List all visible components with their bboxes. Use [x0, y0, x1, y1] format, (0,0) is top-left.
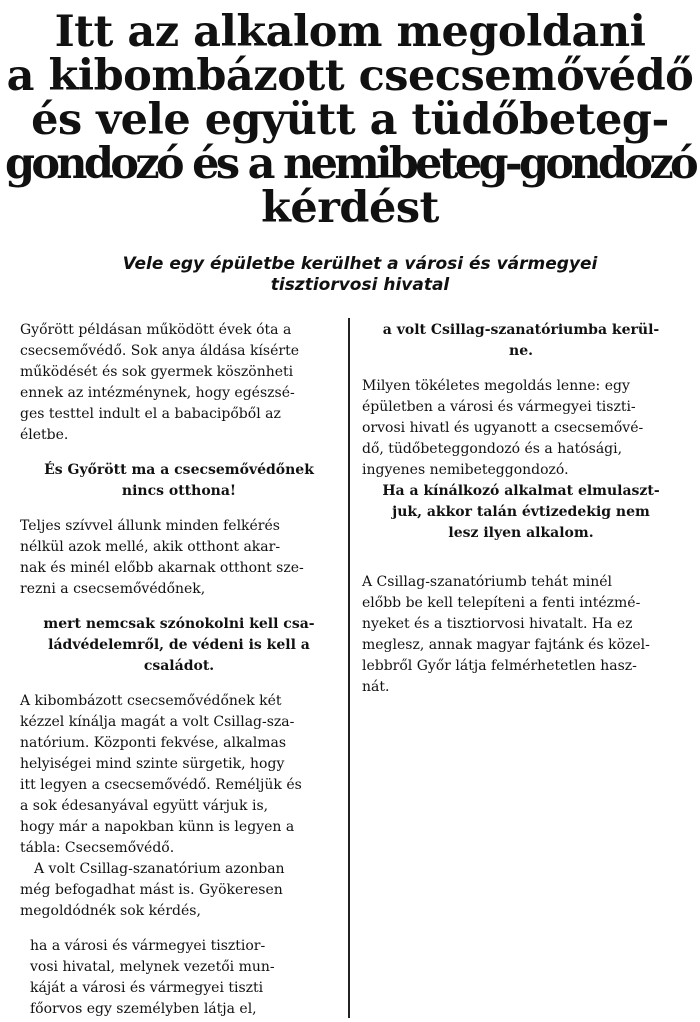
right-column [362, 320, 680, 1020]
paragraph [20, 859, 338, 922]
text-line: lesz ilyen alkalom. [448, 525, 594, 541]
text-line: Győrött példásan működött évek óta a [20, 322, 292, 338]
text-line: ha a városi és vármegyei tisztior- [30, 938, 266, 954]
text-line: főorvos egy személyben látja el, [30, 1001, 257, 1017]
paragraph [20, 516, 338, 600]
text-line: itt legyen a csecsemővédő. Reméljük és [20, 777, 302, 793]
headline-line: a kibombázott csecsemővédő [6, 51, 694, 101]
text-line: nyeket és a tisztiorvosi hivatalt. Ha ez [362, 616, 633, 632]
text-line: A kibombázott csecsemővédőnek két [20, 693, 282, 709]
text-line: kézzel kínálja magát a volt Csillag-sza- [20, 714, 295, 730]
bold-paragraph [20, 460, 338, 502]
paragraph [20, 320, 338, 446]
text-line: Ha a kínálkozó alkalmat elmulaszt- [382, 483, 660, 499]
text-line: még befogadhat mást is. Gyökeresen [20, 882, 283, 898]
text-line: natórium. Központi fekvése, alkalmas [20, 735, 287, 751]
text-line: épületben a városi és vármegyei tiszti- [362, 399, 636, 415]
text-line: tábla: Csecsemővédő. [20, 840, 175, 856]
text-line: A volt Csillag-szanatórium azonban [34, 861, 285, 877]
paragraph [362, 376, 680, 481]
bold-paragraph [362, 320, 680, 362]
text-line: ges testtel indult el a babacipőből az [20, 406, 281, 422]
text-line: nincs otthona! [121, 483, 237, 499]
text-line: ne. [509, 343, 533, 359]
headline-line: kérdést [261, 183, 439, 233]
headline-line: és vele együtt a tüdőbeteg- [31, 95, 669, 145]
subheadline-line: Vele egy épületbe kerülhet a városi és vármegyei [122, 254, 598, 274]
text-line: működését és sok gyermek köszönheti [20, 364, 294, 380]
headline [0, 7, 700, 233]
bold-paragraph [362, 481, 680, 544]
text-line: dő, tüdőbeteggondozó és a hatósági, [362, 441, 623, 457]
text-line: orvosi hivatl és ugyanott a csecsemővé- [362, 420, 644, 436]
text-line: megoldódnék sok kérdés, [20, 903, 201, 919]
text-line: előbb be kell telepíteni a fenti intézmé- [362, 595, 641, 611]
left-column [20, 320, 338, 1020]
text-line: mert nemcsak szónokolni kell csa- [43, 616, 315, 632]
text-line: lebbről Győr látja felmérhetetlen hasz- [362, 658, 637, 674]
text-line: csecsemővédő. Sok anya áldása kísérte [20, 343, 299, 359]
text-line: meglesz, annak magyar fajtánk és közel- [362, 637, 650, 653]
text-line: ingyenes nemibeteggondozó. [362, 462, 569, 478]
text-line: És Győrött ma a csecsemővédőnek [44, 462, 314, 478]
text-line: helyiségei mind szinte sürgetik, hogy [20, 756, 285, 772]
column-divider [348, 318, 350, 1018]
subheadline-line: tisztiorvosi hivatal [270, 275, 450, 295]
headline-line: gondozó és a nemibeteg-gondozó [4, 139, 696, 189]
text-line: nát. [362, 679, 390, 695]
text-line: vosi hivatal, melynek vezetői mun- [30, 959, 275, 975]
text-line: a volt Csillag-szanatóriumba kerül- [382, 322, 660, 338]
paragraph [20, 691, 338, 859]
text-line: nak és minél előbb akarnak otthont sze- [20, 560, 304, 576]
subheadline [60, 254, 660, 296]
text-line: rezni a csecsemővédőnek, [20, 581, 206, 597]
bold-paragraph [20, 614, 338, 677]
text-line: Milyen tökéletes megoldás lenne: egy [362, 378, 630, 394]
paragraph [20, 936, 338, 1020]
text-line: a sok édesanyával együtt várjuk is, [20, 798, 269, 814]
text-line: ennek az intézménynek, hogy egészsé- [20, 385, 295, 401]
headline-line: Itt az alkalom megoldani [54, 7, 646, 57]
text-line: hogy már a napokban künn is legyen a [20, 819, 295, 835]
paragraph [362, 572, 680, 698]
text-line: Teljes szívvel állunk minden felkérés [20, 518, 280, 534]
text-line: káját a városi és vármegyei tiszti [30, 980, 264, 996]
text-line: nélkül azok mellé, akik otthont akar- [20, 539, 281, 555]
text-line: életbe. [20, 427, 69, 443]
text-line: A Csillag-szanatóriumb tehát minél [362, 574, 613, 590]
text-line: juk, akkor talán évtizedekig nem [392, 504, 650, 520]
text-line: családot. [143, 658, 215, 674]
text-line: ládvédelemről, de védeni is kell a [48, 637, 310, 653]
